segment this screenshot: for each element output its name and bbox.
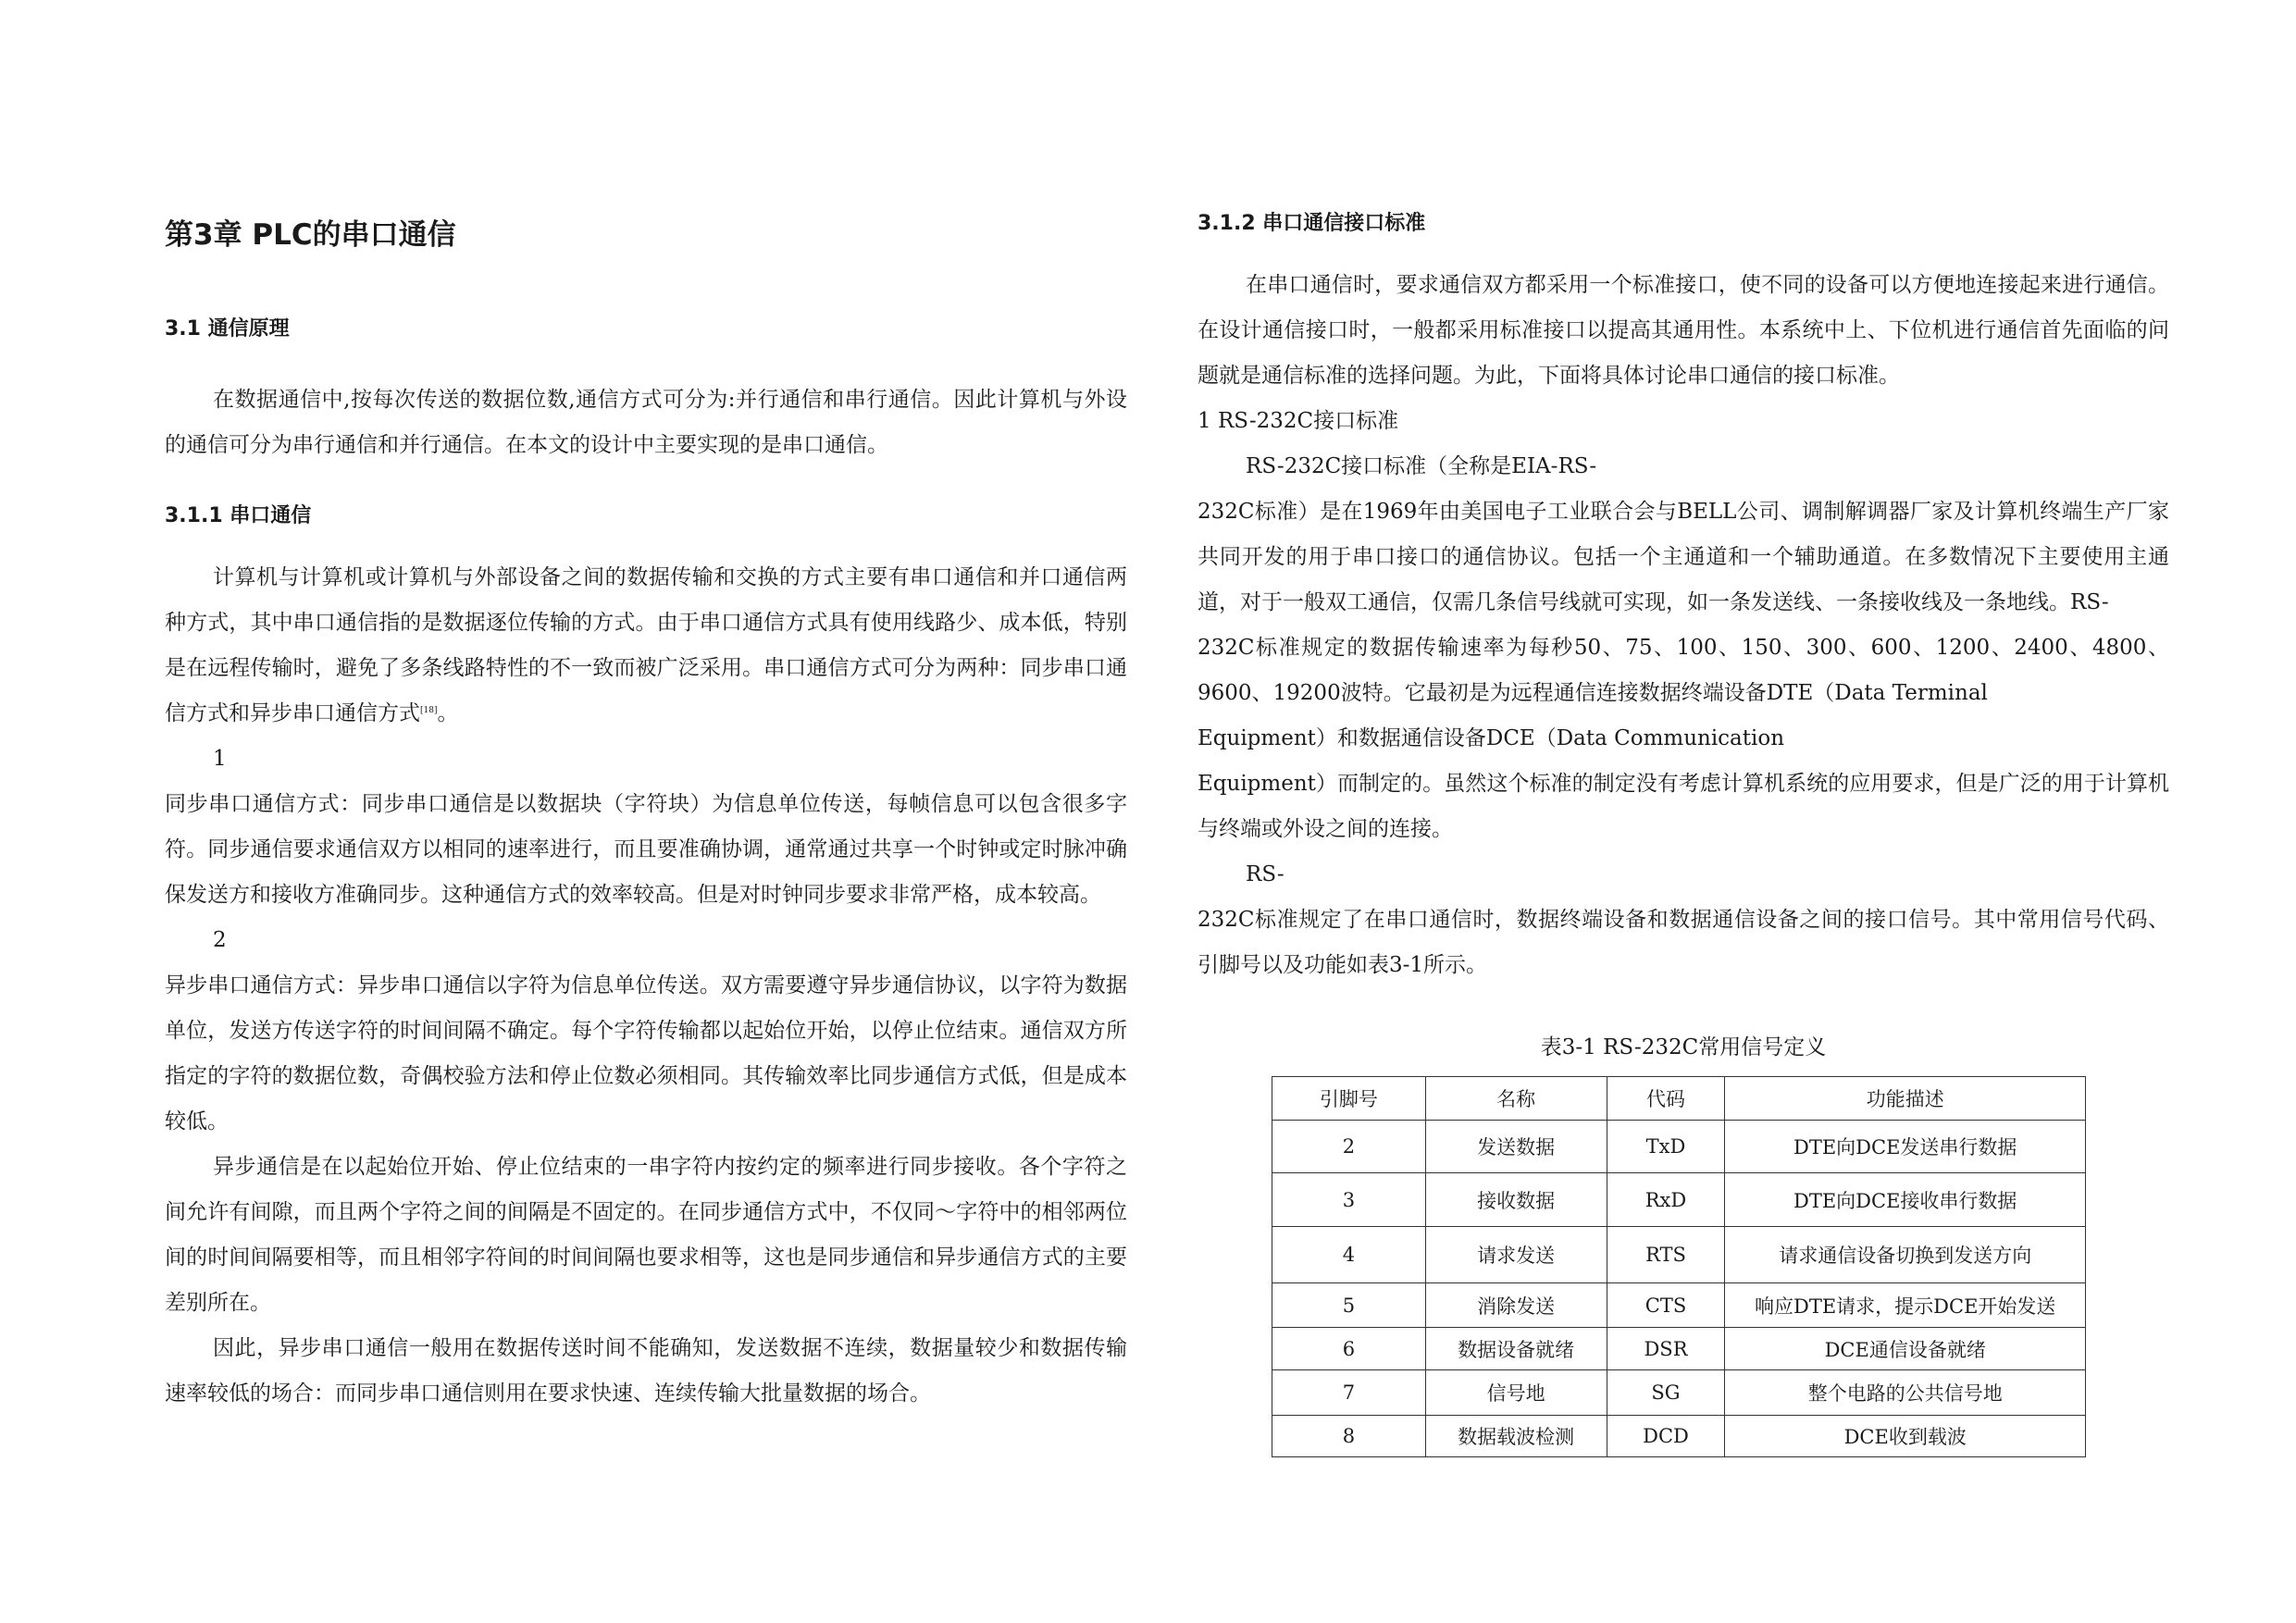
table-cell: 7 [1272, 1370, 1426, 1416]
table-cell: 请求发送 [1425, 1227, 1607, 1283]
table-cell: DCE收到载波 [1725, 1416, 2086, 1457]
table-header-cell: 引脚号 [1272, 1077, 1426, 1121]
section-3-1-2-title: 3.1.2 串口通信接口标准 [1198, 212, 1426, 235]
paragraph: RS- [1246, 862, 1285, 886]
paragraph: 232C标准规定的数据传输速率为每秒50、75、100、150、300、600、1200、2400、4800、9600、19200波特。它最初是为远程通信连接数据终端设备DTE（Data Terminal [1198, 636, 2169, 705]
section-3-1-1-title: 3.1.1 串口通信 [165, 504, 312, 527]
table-cell: DSR [1607, 1328, 1725, 1370]
table-cell: DCD [1607, 1416, 1725, 1457]
table-cell: DCE通信设备就绪 [1725, 1328, 2086, 1370]
table-row [1272, 1370, 2086, 1416]
list-number: 2 [213, 928, 227, 952]
table-cell: 信号地 [1425, 1370, 1607, 1416]
paragraph: Equipment）而制定的。虽然这个标准的制定没有考虑计算机系统的应用要求，但是广泛的用于计算机与终端或外设之间的连接。 [1198, 772, 2169, 841]
table-cell: DTE向DCE发送串行数据 [1725, 1121, 2086, 1173]
paragraph: 232C标准）是在1969年由美国电子工业联合会与BELL公司、调制解调器厂家及计算机终端生产厂家共同开发的用于串口接口的通信协议。包括一个主通道和一个辅助通道。在多数情况下主要使用主通道，对于一般双工通信，仅需几条信号线就可实现，如一条发送线、一条接收线及一条地线。RS- [1198, 500, 2169, 614]
table-cell: 3 [1272, 1173, 1426, 1227]
table-cell: 整个电路的公共信号地 [1725, 1370, 2086, 1416]
table-cell: RxD [1607, 1173, 1725, 1227]
signal-table [1272, 1076, 2086, 1457]
table-header-cell: 功能描述 [1725, 1077, 2086, 1121]
table-cell: SG [1607, 1370, 1725, 1416]
table-cell: 发送数据 [1425, 1121, 1607, 1173]
table-cell: 数据载波检测 [1425, 1416, 1607, 1457]
subheading: 1 RS-232C接口标准 [1198, 409, 1399, 433]
paragraph: 异步串口通信方式：异步串口通信以字符为信息单位传送。双方需要遵守异步通信协议，以字符为数据单位，发送方传送字符的时间间隔不确定。每个字符传输都以起始位开始，以停止位结束。通信双方所指定的字符的数据位数，奇偶校验方法和停止位数必须相同。其传输效率比同步通信方式低，但是成本较低。 [165, 973, 1127, 1134]
table-row [1272, 1283, 2086, 1328]
table-cell: 8 [1272, 1416, 1426, 1457]
section-3-1-title: 3.1 通信原理 [165, 317, 290, 341]
table-row [1272, 1173, 2086, 1227]
paragraph: 在串口通信时，要求通信双方都采用一个标准接口，使不同的设备可以方便地连接起来进行通信。在设计通信接口时，一般都采用标准接口以提高其通用性。本系统中上、下位机进行通信首先面临的问题就是通信标准的选择问题。为此，下面将具体讨论串口通信的接口标准。 [1198, 273, 2169, 388]
paragraph: RS-232C接口标准（全称是EIA-RS- [1246, 454, 1597, 478]
table-cell: 4 [1272, 1227, 1426, 1283]
table-cell: 请求通信设备切换到发送方向 [1725, 1227, 2086, 1283]
chapter-title: 第3章 PLC的串口通信 [165, 218, 456, 252]
paragraph: 在数据通信中,按每次传送的数据位数,通信方式可分为:并行通信和串行通信。因此计算机与外设的通信可分为串行通信和并行通信。在本文的设计中主要实现的是串口通信。 [165, 388, 1127, 457]
table-row [1272, 1121, 2086, 1173]
paragraph: 因此，异步串口通信一般用在数据传送时间不能确知，发送数据不连续，数据量较少和数据传输速率较低的场合：而同步串口通信则用在要求快速、连续传输大批量数据的场合。 [165, 1336, 1127, 1406]
table-cell: CTS [1607, 1283, 1725, 1328]
paragraph: Equipment）和数据通信设备DCE（Data Communication [1198, 726, 1785, 750]
table-header-row [1272, 1077, 2086, 1121]
section-3-1-1-body [165, 555, 1127, 1417]
section-3-1-2-body [1198, 263, 2169, 988]
table-cell: 数据设备就绪 [1425, 1328, 1607, 1370]
table-cell: RTS [1607, 1227, 1725, 1283]
table-row [1272, 1227, 2086, 1283]
table-cell: 2 [1272, 1121, 1426, 1173]
table-cell: DTE向DCE接收串行数据 [1725, 1173, 2086, 1227]
table-header-cell: 代码 [1607, 1077, 1725, 1121]
paragraph: 异步通信是在以起始位开始、停止位结束的一串字符内按约定的频率进行同步接收。各个字符之间允许有间隙，而且两个字符之间的间隔是不固定的。在同步通信方式中，不仅同～字符中的相邻两位间的时间间隔要相等，而且相邻字符间的时间间隔也要求相等，这也是同步通信和异步通信方式的主要差别所在。 [165, 1155, 1127, 1315]
table-cell: 消除发送 [1425, 1283, 1607, 1328]
table-row [1272, 1416, 2086, 1457]
table-cell: 5 [1272, 1283, 1426, 1328]
table-cell: 响应DTE请求，提示DCE开始发送 [1725, 1283, 2086, 1328]
paragraph: 计算机与计算机或计算机与外部设备之间的数据传输和交换的方式主要有串口通信和并口通信两种方式，其中串口通信指的是数据逐位传输的方式。由于串口通信方式具有使用线路少、成本低，特别是在远程传输时，避免了多条线路特性的不一致而被广泛采用。串口通信方式可分为两种：同步串口通信方式和异步串口通信方式[18]。 [165, 565, 1127, 725]
table-cell: 6 [1272, 1328, 1426, 1370]
table-cell: 接收数据 [1425, 1173, 1607, 1227]
citation-ref: [18] [420, 706, 438, 715]
table-cell: TxD [1607, 1121, 1725, 1173]
table-caption: 表3-1 RS-232C常用信号定义 [1540, 1035, 1827, 1059]
table-header-cell: 名称 [1425, 1077, 1607, 1121]
list-number: 1 [213, 747, 227, 771]
table-row [1272, 1328, 2086, 1370]
paragraph: 同步串口通信方式：同步串口通信是以数据块（字符块）为信息单位传送，每帧信息可以包含很多字符。同步通信要求通信双方以相同的速率进行，而且要准确协调，通常通过共享一个时钟或定时脉冲确保发送方和接收方准确同步。这种通信方式的效率较高。但是对时钟同步要求非常严格，成本较高。 [165, 792, 1127, 907]
section-3-1-body [165, 378, 1127, 468]
paragraph: 232C标准规定了在串口通信时，数据终端设备和数据通信设备之间的接口信号。其中常用信号代码、引脚号以及功能如表3-1所示。 [1198, 908, 2169, 977]
